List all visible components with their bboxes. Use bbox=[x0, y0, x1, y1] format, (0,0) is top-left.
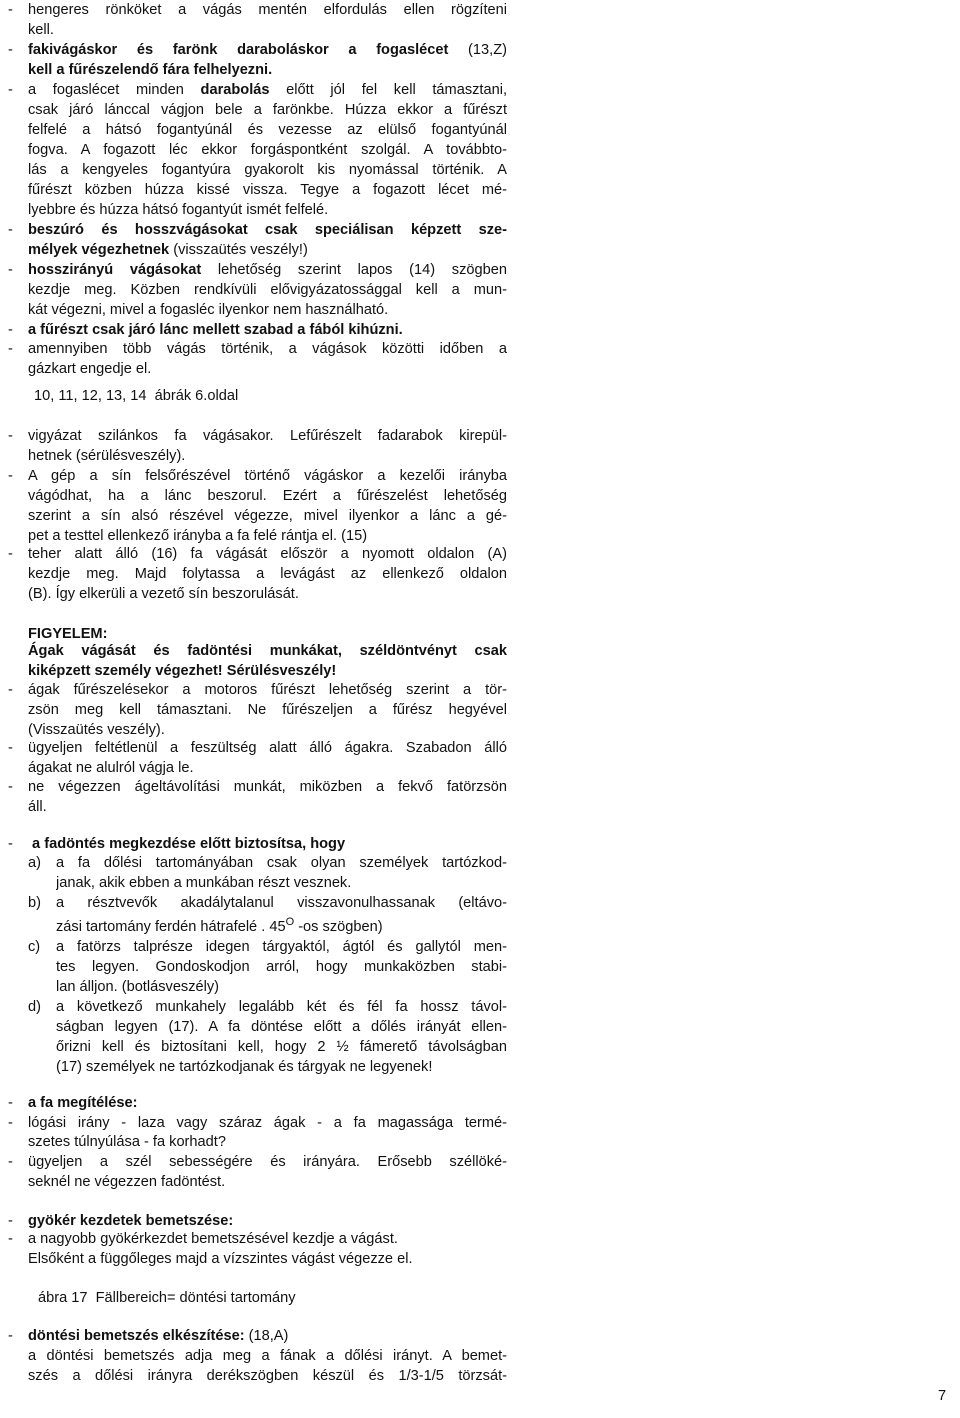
bullet-dash: - bbox=[8, 1213, 13, 1229]
text-line bbox=[0, 564, 960, 584]
text-line bbox=[0, 777, 960, 797]
text-line bbox=[0, 1093, 960, 1113]
line-text bbox=[28, 720, 507, 740]
text-line bbox=[0, 1326, 960, 1346]
line-text bbox=[28, 1366, 507, 1386]
text-line bbox=[0, 1113, 960, 1133]
bullet-dash: - bbox=[8, 222, 13, 238]
text-run: vigyázat szilánkos fa vágásakor. Lefűrészelt fadarabok kirepül- bbox=[28, 428, 507, 444]
bullet-dash: - bbox=[8, 262, 13, 278]
line-text bbox=[28, 0, 507, 20]
text-run: lás a kengyeles fogantyúra gyakorolt kis nyomással történik. A bbox=[28, 162, 507, 178]
text-line bbox=[0, 300, 960, 320]
text-line bbox=[0, 873, 960, 893]
bold-run: darabolás bbox=[200, 82, 270, 98]
text-line bbox=[0, 0, 960, 20]
text-line bbox=[0, 426, 960, 446]
text-line bbox=[0, 700, 960, 720]
line-text bbox=[28, 260, 507, 280]
bold-run: a fűrészt csak járó lánc mellett szabad a fából kihúzni. bbox=[28, 322, 403, 338]
text-run: fogva. A fogazott léc ekkor forgáspontként szolgál. A továbbto- bbox=[28, 142, 507, 158]
page-number: 7 bbox=[938, 1388, 947, 1404]
line-text bbox=[28, 506, 507, 526]
bold-run: hosszirányú vágásokat bbox=[28, 262, 202, 278]
bullet-dash: - bbox=[8, 1328, 13, 1344]
line-text bbox=[28, 280, 507, 300]
text-run: (Visszaütés veszély). bbox=[28, 722, 165, 738]
text-line bbox=[0, 339, 960, 359]
line-text bbox=[56, 873, 507, 893]
text-run: szetes túlnyúlása - fa korhadt? bbox=[28, 1134, 226, 1150]
text-run: zsön meg kell támasztani. Ne fűrészeljen a fűrész hegyével bbox=[28, 702, 507, 718]
line-text bbox=[28, 526, 507, 546]
text-line bbox=[0, 466, 960, 486]
line-text bbox=[28, 1211, 507, 1231]
bold-run: kiképzett személy végezhet! Sérülésveszély! bbox=[28, 663, 337, 679]
line-text bbox=[28, 584, 507, 604]
line-text bbox=[28, 544, 507, 564]
line-text bbox=[28, 300, 507, 320]
text-line bbox=[0, 359, 960, 379]
bullet-dash: - bbox=[8, 82, 13, 98]
text-line bbox=[0, 220, 960, 240]
text-run: a fatörzs talprésze idegen tárgyaktól, ágtól és gallytól men- bbox=[56, 939, 507, 955]
line-text bbox=[56, 853, 507, 873]
line-text bbox=[56, 1057, 507, 1077]
line-text bbox=[28, 1152, 507, 1172]
line-text bbox=[28, 140, 507, 160]
text-run: a résztvevők akadálytalanul visszavonulhassanak (eltávo- bbox=[56, 895, 507, 911]
text-run: kát végezni, mivel a fogasléc ilyenkor nem használható. bbox=[28, 302, 389, 318]
text-line bbox=[0, 797, 960, 817]
text-run: teher alatt álló (16) fa vágását először a nyomott oldalon (A) bbox=[28, 546, 507, 562]
bullet-dash: - bbox=[8, 682, 13, 698]
bold-run: mélyek végezhetnek bbox=[28, 242, 170, 258]
text-line bbox=[0, 386, 960, 406]
text-run: lan álljon. (botlásveszély) bbox=[56, 979, 220, 995]
text-run: szés a dőlési irányra derékszögben készül és 1/3-1/5 törzsát- bbox=[28, 1368, 507, 1384]
text-line bbox=[0, 1037, 960, 1057]
text-run: ságban legyen (17). A fa döntése előtt a dőlés irányát ellen- bbox=[56, 1019, 507, 1035]
line-text bbox=[28, 80, 507, 100]
bullet-dash: - bbox=[8, 546, 13, 562]
text-run: ágakat ne alulról vágja le. bbox=[28, 760, 194, 776]
text-line bbox=[0, 1366, 960, 1386]
text-line bbox=[0, 1249, 960, 1269]
text-run: áll. bbox=[28, 799, 47, 815]
text-line bbox=[0, 1057, 960, 1077]
text-line bbox=[0, 758, 960, 778]
text-run: pet a testtel ellenkező irányba a fa felé rántja el. (15) bbox=[28, 528, 368, 544]
text-run: lehetőség szerint lapos (14) szögben bbox=[201, 262, 507, 278]
line-text bbox=[28, 1346, 507, 1366]
bold-run: FIGYELEM: bbox=[28, 626, 108, 642]
text-line bbox=[0, 140, 960, 160]
text-line bbox=[0, 320, 960, 340]
line-text bbox=[56, 893, 507, 913]
line-text bbox=[28, 20, 507, 40]
text-run: előtt jól fel kell támasztani, bbox=[269, 82, 507, 98]
text-run: vágódhat, ha a lánc beszorul. Ezért a fűrészelést lehetőség bbox=[28, 488, 507, 504]
text-line bbox=[0, 1132, 960, 1152]
text-run: kezdje meg. Közben rendkívüli elővigyázatossággal kell a mun- bbox=[28, 282, 507, 298]
text-line bbox=[0, 20, 960, 40]
text-line bbox=[0, 680, 960, 700]
bold-run: fakivágáskor és farönk daraboláskor a fogaslécet bbox=[28, 42, 449, 58]
text-run: ne végezzen ágeltávolítási munkát, miközben a fekvő fatörzsön bbox=[28, 779, 507, 795]
text-line bbox=[0, 200, 960, 220]
bullet-dash: - bbox=[8, 836, 13, 852]
line-text bbox=[28, 320, 507, 340]
bullet-dash: - bbox=[8, 1154, 13, 1170]
text-run: szerint a sín alsó részével végezze, mivel ilyenkor a lánc a gé- bbox=[28, 508, 507, 524]
text-run: a fa dőlési tartományában csak olyan személyek tartózkod- bbox=[56, 855, 507, 871]
text-run: kell. bbox=[28, 22, 54, 38]
text-run: kezdje meg. Majd folytassa a levágást az ellenkező oldalon bbox=[28, 566, 507, 582]
line-text bbox=[28, 339, 507, 359]
text-line bbox=[0, 1288, 960, 1308]
bullet-dash: - bbox=[8, 468, 13, 484]
line-text bbox=[28, 641, 507, 661]
text-line bbox=[0, 280, 960, 300]
bullet-dash: - bbox=[8, 740, 13, 756]
text-run: zási tartomány ferdén hátrafelé . 45 bbox=[56, 919, 286, 935]
bold-run: a fa megítélése: bbox=[28, 1095, 138, 1111]
line-text bbox=[28, 700, 507, 720]
line-text bbox=[28, 180, 507, 200]
text-line bbox=[0, 120, 960, 140]
bullet-dash: - bbox=[8, 1095, 13, 1111]
text-line bbox=[0, 893, 960, 913]
line-text bbox=[28, 661, 507, 681]
text-line bbox=[0, 1211, 960, 1231]
text-run: seknél ne végezzen fadöntést. bbox=[28, 1174, 226, 1190]
line-text bbox=[28, 160, 507, 180]
text-line bbox=[0, 584, 960, 604]
bullet-dash: - bbox=[8, 322, 13, 338]
line-text bbox=[28, 446, 507, 466]
text-run: ügyeljen feltétlenül a feszültség alatt álló ágakra. Szabadon álló bbox=[28, 740, 507, 756]
text-line bbox=[0, 446, 960, 466]
line-text bbox=[28, 797, 507, 817]
text-run: (17) személyek ne tartózkodjanak és tárgyak ne legyenek! bbox=[56, 1059, 433, 1075]
text-line bbox=[0, 260, 960, 280]
text-line bbox=[0, 240, 960, 260]
line-text bbox=[56, 957, 507, 977]
text-run: (18,A) bbox=[244, 1328, 289, 1344]
text-run: tes legyen. Gondoskodjon arról, hogy munkaközben stabi- bbox=[56, 959, 507, 975]
text-run: gázkart engedje el. bbox=[28, 361, 152, 377]
line-text bbox=[28, 240, 507, 260]
list-marker: d) bbox=[28, 999, 41, 1015]
text-run: felfelé a hátsó fogantyúnál és vezesse az elülső fogantyúnál bbox=[28, 122, 507, 138]
list-marker: c) bbox=[28, 939, 41, 955]
text-run: A gép a sín felsőrészével történő vágáskor a kezelői irányba bbox=[28, 468, 507, 484]
line-text bbox=[28, 60, 507, 80]
text-line bbox=[0, 738, 960, 758]
text-line bbox=[0, 1017, 960, 1037]
line-text bbox=[56, 997, 507, 1017]
text-run: janak, akik ebben a munkában részt vesznek. bbox=[56, 875, 352, 891]
line-text bbox=[28, 100, 507, 120]
line-text bbox=[28, 758, 507, 778]
text-line bbox=[0, 957, 960, 977]
line-text bbox=[56, 937, 507, 957]
line-text bbox=[56, 977, 507, 997]
bold-run: beszúró és hosszvágásokat csak speciálisan képzett sze- bbox=[28, 222, 507, 238]
text-line bbox=[0, 1229, 960, 1249]
text-run: -os szögben) bbox=[294, 919, 383, 935]
text-run: a nagyobb gyökérkezdet bemetszésével kezdje a vágást. bbox=[28, 1231, 398, 1247]
bullet-dash: - bbox=[8, 428, 13, 444]
line-text bbox=[28, 738, 507, 758]
text-line bbox=[0, 100, 960, 120]
text-run: ábra 17 Fällbereich= döntési tartomány bbox=[38, 1290, 296, 1306]
line-text bbox=[28, 834, 345, 854]
bold-run: Ágak vágását és fadöntési munkákat, széldöntvényt csak bbox=[28, 643, 507, 659]
line-text bbox=[34, 386, 238, 406]
bullet-dash: - bbox=[8, 42, 13, 58]
line-text bbox=[28, 564, 507, 584]
text-line bbox=[0, 834, 960, 854]
bold-run: a fadöntés megkezdése előtt biztosítsa, hogy bbox=[28, 836, 346, 852]
text-run: a következő munkahely legalább két és fél fa hossz távol- bbox=[56, 999, 507, 1015]
text-run: a fogaslécet minden bbox=[28, 82, 201, 98]
line-text bbox=[28, 120, 507, 140]
line-text bbox=[28, 200, 507, 220]
text-run: O bbox=[285, 917, 295, 928]
line-text bbox=[28, 1326, 507, 1346]
line-text bbox=[56, 917, 507, 937]
text-line bbox=[0, 40, 960, 60]
text-run: lyebbre és húzza hátsó fogantyút ismét felfelé. bbox=[28, 202, 329, 218]
text-line bbox=[0, 180, 960, 200]
line-text bbox=[28, 1229, 507, 1249]
text-line bbox=[0, 1346, 960, 1366]
text-run: Elsőként a függőleges majd a vízszintes vágást végezze el. bbox=[28, 1251, 413, 1267]
bold-run: döntési bemetszés elkészítése: bbox=[28, 1328, 245, 1344]
line-text bbox=[38, 1288, 296, 1308]
text-run: őrizni kell és biztosítani kell, hogy 2 ½ fámerető távolságban bbox=[56, 1039, 507, 1055]
text-line bbox=[0, 937, 960, 957]
text-run: ügyeljen a szél sebességére és irányára. Erősebb széllöké- bbox=[28, 1154, 507, 1170]
line-text bbox=[28, 1093, 507, 1113]
line-text bbox=[28, 1172, 507, 1192]
text-line bbox=[0, 80, 960, 100]
text-line bbox=[0, 977, 960, 997]
line-text bbox=[56, 1017, 507, 1037]
line-text bbox=[28, 486, 507, 506]
text-line bbox=[0, 506, 960, 526]
text-line bbox=[0, 486, 960, 506]
line-text bbox=[28, 1132, 507, 1152]
list-marker: b) bbox=[28, 895, 41, 911]
text-line bbox=[0, 160, 960, 180]
bullet-dash: - bbox=[8, 341, 13, 357]
line-text bbox=[28, 359, 507, 379]
text-run: a döntési bemetszés adja meg a fának a dőlési irányt. A bemet- bbox=[28, 1348, 507, 1364]
line-text bbox=[28, 1113, 507, 1133]
text-line bbox=[0, 997, 960, 1017]
text-line bbox=[0, 544, 960, 564]
text-line bbox=[0, 641, 960, 661]
text-line bbox=[0, 720, 960, 740]
list-marker: a) bbox=[28, 855, 41, 871]
text-line bbox=[0, 60, 960, 80]
line-text bbox=[56, 1037, 507, 1057]
bullet-dash: - bbox=[8, 1115, 13, 1131]
text-line bbox=[0, 1172, 960, 1192]
text-run: 10, 11, 12, 13, 14 ábrák 6.oldal bbox=[34, 388, 239, 404]
text-run: hetnek (sérülésveszély). bbox=[28, 448, 186, 464]
text-run: (visszaütés veszély!) bbox=[169, 242, 308, 258]
text-run: (13,Z) bbox=[448, 42, 507, 58]
bullet-dash: - bbox=[8, 779, 13, 795]
bullet-dash: - bbox=[8, 2, 13, 18]
text-run: hengeres rönköket a vágás mentén elfordulás ellen rögzíteni bbox=[28, 2, 507, 18]
text-line bbox=[0, 661, 960, 681]
line-text bbox=[28, 680, 507, 700]
line-text bbox=[28, 777, 507, 797]
text-run: csak járó lánccal vágjon bele a farönkbe. Húzza ekkor a fűrészt bbox=[28, 102, 507, 118]
line-text bbox=[28, 466, 507, 486]
text-run: fűrészt közben húzza kissé vissza. Tegye a fogazott lécet mé- bbox=[28, 182, 507, 198]
line-text bbox=[28, 426, 507, 446]
text-line bbox=[0, 1152, 960, 1172]
text-line bbox=[0, 853, 960, 873]
text-run: (B). Így elkerüli a vezető sín beszorulását. bbox=[28, 586, 299, 602]
bold-run: kell a fűrészelendő fára felhelyezni. bbox=[28, 62, 273, 78]
text-run: ágak fűrészelésekor a motoros fűrészt lehetőség szerint a tör- bbox=[28, 682, 507, 698]
bold-run: gyökér kezdetek bemetszése: bbox=[28, 1213, 234, 1229]
text-run: amennyiben több vágás történik, a vágások közötti időben a bbox=[28, 341, 507, 357]
bullet-dash: - bbox=[8, 1231, 13, 1247]
line-text bbox=[28, 40, 507, 60]
line-text bbox=[28, 220, 507, 240]
text-run: lógási irány - laza vagy száraz ágak - a fa magassága termé- bbox=[28, 1115, 507, 1131]
text-line bbox=[0, 526, 960, 546]
line-text bbox=[28, 1249, 507, 1269]
text-line bbox=[0, 917, 960, 937]
